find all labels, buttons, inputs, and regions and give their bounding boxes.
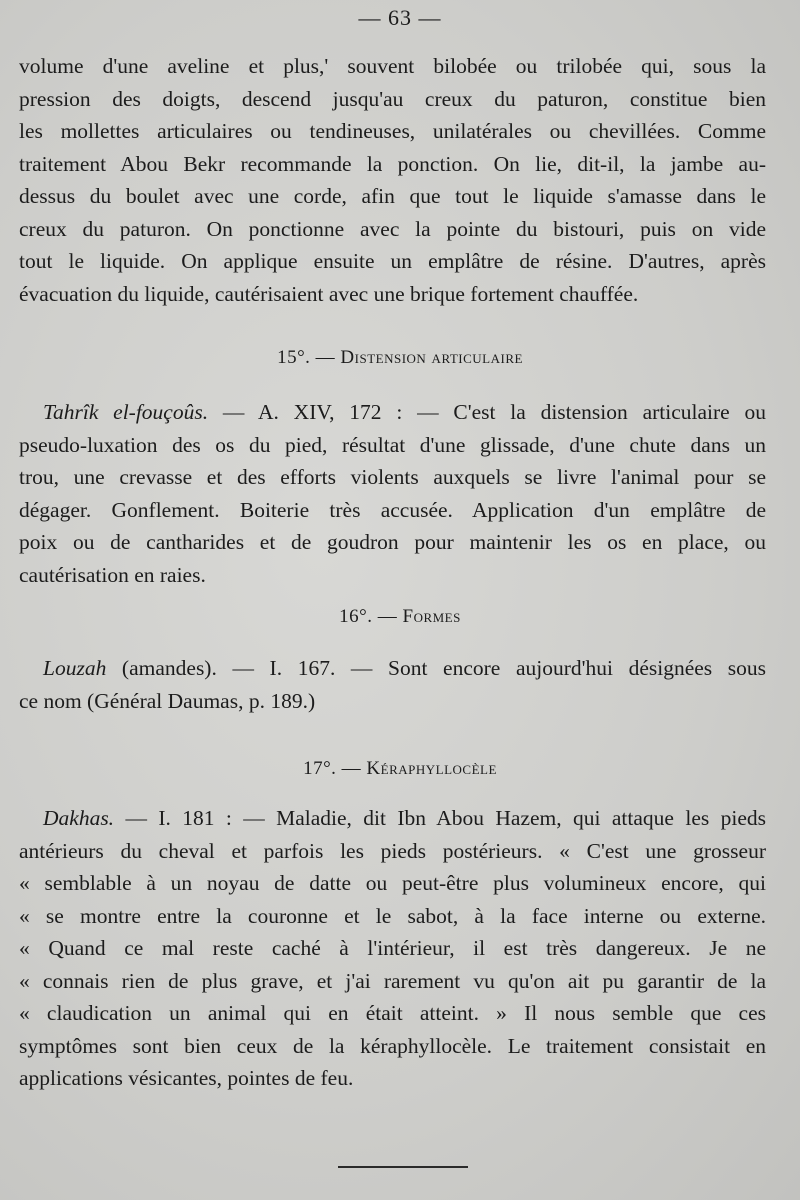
text-line: applications vésicantes, pointes de feu. [19, 1066, 354, 1090]
reference-text: — A. XIV, 172 : — C'est la distension articulaire ou [208, 400, 766, 424]
text-line [19, 652, 766, 685]
text-line: « connais rien de plus grave, et j'ai rarement vu qu'on ait pu garantir de la [19, 968, 766, 993]
text-line: dégager. Gonflement. Boiterie très accusée. Application d'un emplâtre de [19, 497, 766, 522]
section-17-body [19, 802, 766, 1095]
text-line: ce nom (Général Daumas, p. 189.) [19, 688, 316, 713]
text-line: trou, une crevasse et des efforts violents auxquels se livre l'animal pour se [19, 465, 766, 489]
section-title: Formes [402, 606, 461, 627]
reference-text: (amandes). — I. 167. — Sont encore aujourd'hui désignées sous [106, 656, 766, 680]
text-line [19, 802, 766, 835]
text-line: « semblable à un noyau de datte ou peut-être plus volumineux encore, qui [19, 871, 766, 895]
section-title: Kéraphyllocèle [366, 758, 497, 779]
section-16-body [19, 652, 766, 717]
section-15-body [19, 396, 766, 591]
arabic-term: Dakhas. [43, 806, 115, 830]
section-number: 15°. — [277, 347, 341, 368]
text-line: « claudication un animal qui en était atteint. » Il nous semble que ces [19, 1001, 766, 1025]
arabic-term: Tahrîk el-fouçoûs. [43, 400, 209, 424]
text-line: pseudo-luxation des os du pied, résultat d'une glissade, d'une chute dans un [19, 432, 766, 457]
text-line: dessus du boulet avec une corde, afin que tout le liquide s'amasse dans le [19, 184, 766, 208]
text-line [19, 396, 766, 429]
text-line: symptômes sont bien ceux de la kéraphyllocèle. Le traitement consistait en [19, 1033, 766, 1058]
reference-text: — I. 181 : — Maladie, dit Ibn Abou Hazem, qui attaque les pieds [114, 806, 766, 830]
text-line: antérieurs du cheval et parfois les pieds postérieurs. « C'est une grosseur [19, 838, 766, 863]
text-line: traitement Abou Bekr recommande la ponction. On lie, dit-il, la jambe au- [19, 151, 766, 176]
text-line: volume d'une aveline et plus,' souvent bilobée ou trilobée qui, sous la [19, 54, 766, 78]
section-heading-17 [0, 756, 800, 782]
section-number: 16°. — [339, 606, 403, 627]
text-line: les mollettes articulaires ou tendineuses, unilatérales ou chevillées. Comme [19, 119, 766, 143]
section-title: Distension articulaire [340, 347, 523, 368]
text-line: « se montre entre la couronne et le sabot, à la face interne ou externe. [19, 903, 766, 928]
section-number: 17°. — [303, 758, 367, 779]
text-line: tout le liquide. On applique ensuite un emplâtre de résine. D'autres, après [19, 249, 766, 273]
section-heading-15 [0, 345, 800, 371]
text-line: cautérisation en raies. [19, 562, 206, 587]
text-line: « Quand ce mal reste caché à l'intérieur, il est très dangereux. Je ne [19, 936, 766, 960]
paragraph-continued [19, 50, 766, 310]
section-heading-16 [0, 604, 800, 630]
text-line: poix ou de cantharides et de goudron pour maintenir les os en place, ou [19, 530, 766, 554]
text-line: évacuation du liquide, cautérisaient avec une brique fortement chauffée. [19, 281, 639, 306]
text-line: creux du paturon. On ponctionne avec la pointe du bistouri, puis on vide [19, 216, 766, 241]
end-rule [338, 1166, 468, 1168]
text-line: pression des doigts, descend jusqu'au creux du paturon, constitue bien [19, 86, 766, 111]
arabic-term: Louzah [43, 656, 107, 680]
page-number: — 63 — [358, 5, 442, 30]
